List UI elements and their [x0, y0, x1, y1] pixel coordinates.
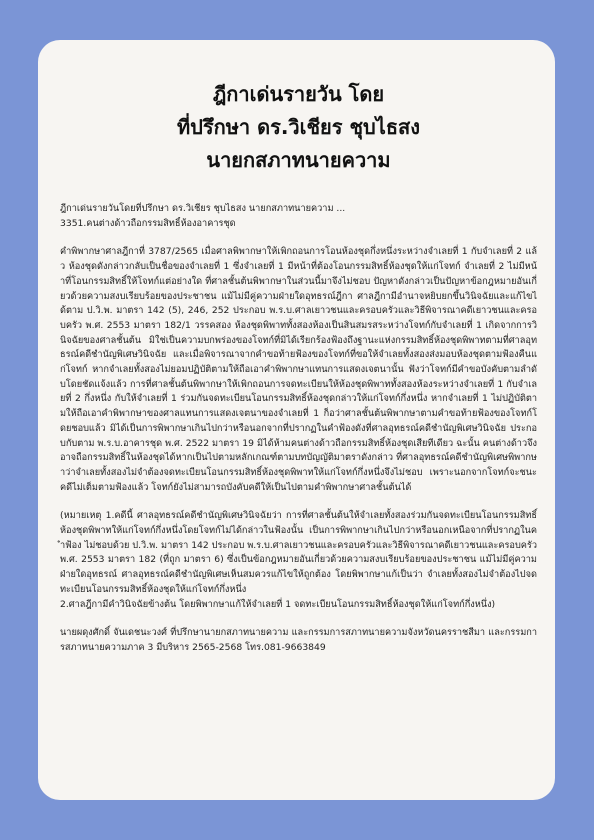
title-line-3: นายกสภาทนายความ	[206, 148, 391, 172]
document-card	[38, 40, 555, 800]
intro-line-2: 3351.คนต่างด้าวถือกรรมสิทธิ์ห้องอาคารชุด	[60, 217, 236, 229]
document-title	[60, 78, 537, 177]
title-line-1: ฎีกาเด่นรายวัน โดย	[212, 82, 385, 106]
credit-paragraph: นายผดุงศักดิ์ จันเดชนะวงศ์ ที่ปรึกษานายกสภาทนายความ และกรรมการสภาทนายความจังหวัดนครราชสีมา และกรรมการสภาทนายความภาค 3 มีบริหาร 2565-2568 โทร.081-9663849	[60, 627, 537, 653]
title-line-2: ที่ปรึกษา ดร.วิเชียร ชุบไธสง	[176, 115, 420, 139]
note-2-paragraph: 2.ศาลฎีกามีคำวินิจฉัยข้างต้น โดยพิพากษาแก้ให้จำเลยที่ 1 จดทะเบียนโอนกรรมสิทธิ์ห้องชุดให้แก่โจทก์กึ่งหนึ่ง)	[60, 598, 496, 610]
intro-block	[60, 202, 537, 231]
intro-line-1: ฎีกาเด่นรายวันโดยที่ปรึกษา ดร.วิเชียร ชุบไธสง นายกสภาทนายความ ...	[60, 203, 346, 214]
note-paragraph: (หมายเหตุ 1.คดีนี้ ศาลอุทธรณ์คดีชำนัญพิเศษวินิจฉัยว่า การที่ศาลชั้นต้นให้จำเลยทั้งสองร่วมกันจดทะเบียนโอนกรรมสิทธิ์ห้องชุดพิพาทให้แก่โจทก์กึ่งหนึ่งโดยโจทก์ไม่ได้กล่าวในฟ้องนั้น เป็นการพิพากษาเกินไปกว่าหรือนอกเหนือจากที่ปรากฏในคำฟ้อง ไม่ชอบด้วย ป.วิ.พ. มาตรา 142 ประกอบ พ.ร.บ.ศาลเยาวชนและครอบครัวและวิธีพิจารณาคดีเยาวชนและครอบครัว พ.ศ. 2553 มาตรา 182 (ที่ถูก มาตรา 6) ซึ่งเป็นข้อกฎหมายอันเกี่ยวด้วยความสงบเรียบร้อยของประชาชน แม้ไม่มีคู่ความฝ่ายใดอุทธรณ์ ศาลอุทธรณ์คดีชำนัญพิเศษเห็นสมควรแก้ไขให้ถูกต้อง โดยพิพากษาแก้เป็นว่า จำเลยทั้งสองไม่จำต้องไปจดทะเบียนโอนกรรมสิทธิ์ห้องชุดให้แก่โจทก์กึ่งหนึ่ง	[60, 510, 538, 595]
judgment-paragraph: คำพิพากษาศาลฎีกาที่ 3787/2565 เมื่อศาลพิพากษาให้เพิกถอนการโอนห้องชุดกึ่งหนึ่งระหว่างจำเลยที่ 1 กับจำเลยที่ 2 แล้ว ห้องชุดดังกล่าวกลับเป็นชื่อของจำเลยที่ 1 ซึ่งจำเลยที่ 1 มีหน้าที่ต้องโอนกรรมสิทธิ์ห้องชุดให้แก่โจทก์ จำเลยที่ 2 ไม่มีหน้าที่โอนกรรมสิทธิ์ให้โจทก์แต่อย่างใด ที่ศาลชั้นต้นพิพากษาในส่วนนี้มาจึงไม่ชอบ ปัญหาดังกล่าวเป็นปัญหาข้อกฎหมายอันเกี่ยวด้วยความสงบเรียบร้อยของประชาชน แม้ไม่มีคู่ความฝ่ายใดอุทธรณ์ฎีกา ศาลฎีกามีอำนาจหยิบยกขึ้นวินิจฉัยและแก้ไขได้ตาม ป.วิ.พ. มาตรา 142 (5), 246, 252 ประกอบ พ.ร.บ.ศาลเยาวชนและครอบครัวและวิธีพิจารณาคดีเยาวชนและครอบครัว พ.ศ. 2553 มาตรา 182/1 วรรคสอง ห้องชุดพิพาททั้งสองห้องเป็นสินสมรสระหว่างโจทก์กับจำเลยที่ 1 เกิดจากการวินิจฉัยของศาลชั้นต้น มิใช่เป็นความบกพร่องของโจทก์ที่มิได้เรียกร้องฟ้องถึงฐานะแห่งกรรมสิทธิ์ห้องชุดพิพาทตามที่ศาลอุทธรณ์คดีชำนัญพิเศษวินิจฉัย และเมื่อพิจารณาจากคำขอท้ายฟ้องของโจทก์ที่ขอให้จำเลยทั้งสองส่งมอบห้องชุดตามฟ้องคืนแก่โจทก์ หากจำเลยทั้งสองไม่ยอมปฏิบัติตามให้ถือเอาคำพิพากษาแทนการแสดงเจตนานั้น ฟังว่าโจทก์มีคำขอบังคับตามลำดับโดยชัดแจ้งแล้ว การที่ศาลชั้นต้นพิพากษาให้เพิกถอนการจดทะเบียนให้ห้องชุดพิพาททั้งสองห้องระหว่างจำเลยที่ 1 กับจำเลยที่ 2 กึ่งหนึ่ง กับให้จำเลยที่ 1 ร่วมกันจดทะเบียนโอนกรรมสิทธิ์ห้องชุดกล่าวให้แก่โจทก์กึ่งหนึ่ง หากจำเลยที่ 1 ไม่ปฏิบัติตามให้ถือเอาคำพิพากษาของศาลแทนการแสดงเจตนาของจำเลยที่ 1 ก็อว่าศาลชั้นต้นพิพากษาตามคำขอท้ายฟ้องของโจทก์โดยชอบแล้ว มิได้เป็นการพิพากษาเกินไปกว่าหรือนอกจากที่ปรากฏในคำฟ้องดังที่ศาลอุทธรณ์คดีชำนัญพิเศษวินิจฉัย ประกอบกับตาม พ.ร.บ.อาคารชุด พ.ศ. 2522 มาตรา 19 มิได้ห้ามคนต่างด้าวถือกรรมสิทธิ์ห้องชุดเสียทีเดียว ฉะนั้น คนต่างด้าวจึงอาจถือกรรมสิทธิ์ในห้องชุดได้หากเป็นไปตามหลักเกณฑ์ตามบทบัญญัติมาตราดังกล่าว ที่ศาลอุทธรณ์คดีชำนัญพิเศษพิพากษาว่าจำเลยทั้งสองไม่จำต้องจดทะเบียนโอนกรรมสิทธิ์ห้องชุดพิพาทให้แก่โจทก์กึ่งหนึ่งจึงไม่ชอบ เพราะนอกจากโจทก์จะชนะคดีไม่เต็มตามฟ้องแล้ว โจทก์ยังไม่สามารถบังคับคดีให้เป็นไปตามคำพิพากษาศาลชั้นต้นได้	[60, 246, 537, 493]
document-body	[60, 202, 537, 656]
